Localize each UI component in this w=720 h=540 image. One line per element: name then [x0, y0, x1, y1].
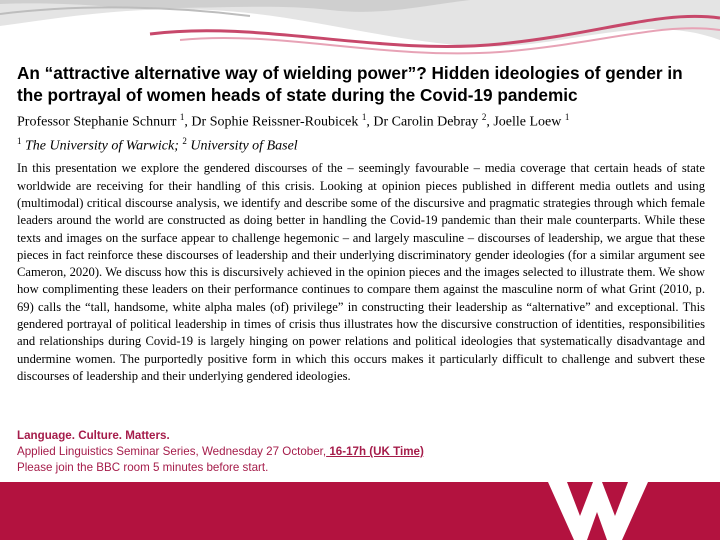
author-affiliation-marker: 1 [179, 112, 185, 122]
seminar-info [17, 428, 424, 476]
author-name: Dr Carolin Debray [373, 114, 479, 130]
affiliation-number: 1 [17, 135, 22, 146]
affiliation-name: The University of Warwick [25, 138, 175, 154]
author-affiliation-marker: 1 [564, 112, 570, 122]
author-list: Professor Stephanie Schnurr $^1$, Dr Sophie Reissner-Roubicek $^1$, Dr Carolin Debray $^2$, Joelle Loew $^1$ [17, 112, 570, 130]
affiliation-name: University of Basel [190, 138, 298, 154]
event-text: Applied Linguistics Seminar Series, Wednesday 27 October, [17, 445, 327, 458]
slide-content [17, 62, 705, 398]
header-swoosh-graphic [0, 0, 720, 62]
join-note: Please join the BBC room 5 minutes before start. [17, 461, 269, 474]
event-details [17, 444, 424, 460]
author-name: Dr Sophie Reissner-Roubicek [191, 114, 359, 130]
author-affiliation-marker: 2 [481, 112, 487, 122]
abstract-text: In this presentation we explore the gendered discourses of the – seemingly favourable – media coverage that certain heads of state worldwide are receiving for their handling of this crisis. Looking at opinion pieces published in different media outlets and using (multimodal) critical discourse analysis, we identify and describe some of the discursive and pragmatic strategies through which female leaders around the world are constructed as doing better in handling the Covid-19 pandemic than their male counterparts. While these texts and images on the surface appear to challenge hegemonic – and largely masculine – discourses of leadership, we argue that these pieces in fact reinforce these discourses of leadership and their underlying discriminatory gender ideologies (for a similar argument see Cameron, 2020). We discuss how this is discursively achieved in the opinion pieces and the images selected to illustrate them. We show how complimenting these leaders on their performance continues to compare them against the masculine norm of what Grint (2010, p. 69) calls the “tall, handsome, white alpha males (of) privilege” in constructing their leadership as “alternative” and exceptional. This gendered portrayal of political leadership in times of crisis thus illustrates how the discursive construction of identities, responsibilities and relationships during Covid-19 is largely hinging on power relations and political ideologies that systematically disadvantage and undermine women. The purportedly positive form in which this occurs makes it particularly difficult to challenge and subvert these discourses of leadership and their underlying gendered ideologies. [17, 161, 705, 383]
author-name: Joelle Loew [493, 114, 562, 130]
event-time: 16-17h (UK Time) [326, 445, 424, 458]
bottom-brand-band [0, 482, 720, 540]
affiliation-number: 2 [182, 135, 187, 146]
tagline: Language. Culture. Matters. [17, 429, 170, 442]
affiliation-list: $^1$ The University of Warwick; $^2$ University of Basel [17, 135, 298, 154]
slide-title: An “attractive alternative way of wielding power”? Hidden ideologies of gender in the portrayal of women heads of state during the Covid-19 pandemic [17, 63, 683, 105]
author-name: Professor Stephanie Schnurr [17, 114, 177, 130]
author-affiliation-marker: 1 [361, 112, 367, 122]
